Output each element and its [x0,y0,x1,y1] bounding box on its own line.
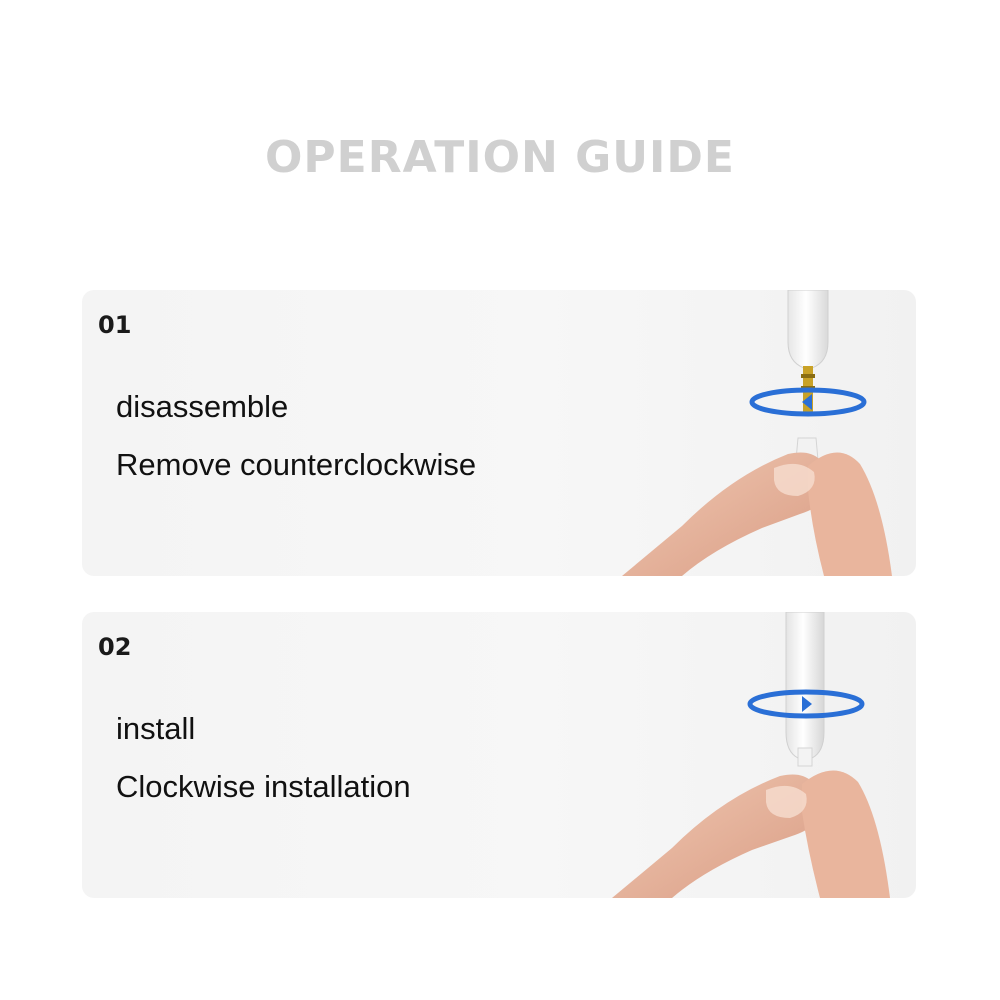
stylus-body [788,290,828,368]
stylus-body [786,612,824,758]
step-title: install [116,711,196,746]
step-description: Clockwise installation [116,769,411,804]
step-card-install [82,612,916,898]
stylus-tip-install-hand-icon [562,612,916,898]
step-description: Remove counterclockwise [116,447,477,482]
finger [808,452,892,576]
step-title: disassemble [116,389,289,424]
step-card-disassemble [82,290,916,576]
finger [802,770,890,898]
step-number: 02 [98,633,132,661]
step-number: 01 [98,311,132,339]
page-title: OPERATION GUIDE [265,132,735,183]
stylus-tip-removal-hand-icon [562,290,916,576]
